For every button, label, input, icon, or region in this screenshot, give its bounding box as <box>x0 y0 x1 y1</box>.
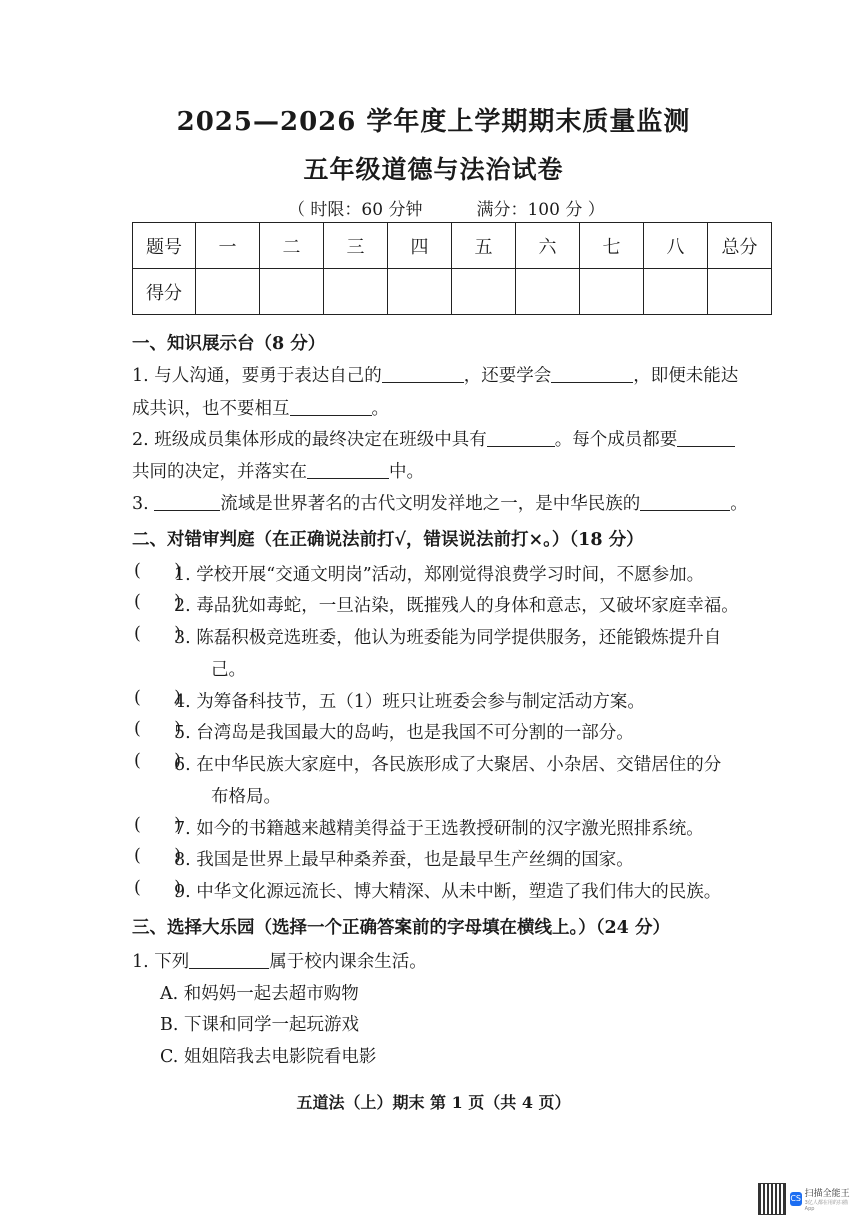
watermark-sub: 3亿人都在用的扫描App <box>804 1200 848 1212</box>
answer-parentheses[interactable]: ( ) <box>134 846 182 866</box>
answer-blank[interactable] <box>382 366 464 383</box>
score-input-cell[interactable] <box>516 269 580 315</box>
answer-parentheses[interactable]: ( ) <box>134 561 182 581</box>
s3-question-1 <box>132 948 427 973</box>
score-table-cell: 总分 <box>708 223 772 269</box>
answer-blank[interactable] <box>677 430 735 447</box>
score-table-cell: 题号 <box>133 223 196 269</box>
answer-blank[interactable] <box>551 366 633 383</box>
judge-item: 7. 如今的书籍越来越精美得益于王选教授研制的汉字激光照排系统。 <box>174 819 704 839</box>
score-input-cell[interactable] <box>708 269 772 315</box>
judge-item: 8. 我国是世界上最早种桑养蚕，也是最早生产丝绸的国家。 <box>174 850 634 870</box>
q-text: ，还要学会 <box>463 366 552 386</box>
q-text: 中。 <box>389 462 424 482</box>
score-table-score-row <box>133 269 772 315</box>
score-input-cell[interactable] <box>260 269 324 315</box>
judge-item: 1. 学校开展“交通文明岗”活动，郑刚觉得浪费学习时间，不愿参加。 <box>174 565 705 585</box>
section3-heading: 三、选择大乐园（选择一个正确答案前的字母填在横线上。）（24 分） <box>132 918 670 938</box>
q-text: 。每个成员都要 <box>554 430 678 450</box>
q-text: 1. 下列 <box>132 952 190 972</box>
score-table-cell: 四 <box>388 223 452 269</box>
q-text: ，即便未能达 <box>633 366 739 386</box>
score-input-cell[interactable] <box>388 269 452 315</box>
s1-question-1-cont <box>132 395 389 420</box>
answer-parentheses[interactable]: ( ) <box>134 592 182 612</box>
section1-heading: 一、知识展示台（8 分） <box>132 334 326 354</box>
score-row-label: 得分 <box>133 269 196 315</box>
judge-item: 5. 台湾岛是我国最大的岛屿，也是我国不可分割的一部分。 <box>174 723 634 743</box>
watermark-name: 扫描全能王 <box>804 1189 850 1199</box>
q-text: 属于校内课余生活。 <box>269 952 427 972</box>
answer-parentheses[interactable]: ( ) <box>134 624 182 644</box>
s1-question-1 <box>132 362 738 387</box>
score-input-cell[interactable] <box>580 269 644 315</box>
page-footer: 五道法（上）期末 第 1 页（共 4 页） <box>296 1093 571 1112</box>
q-text: 2. 班级成员集体形成的最终决定在班级中具有 <box>132 430 487 450</box>
score-table-header-row <box>133 223 772 269</box>
score-table-cell: 七 <box>580 223 644 269</box>
score-table-cell: 一 <box>196 223 260 269</box>
judge-item: 9. 中华文化源远流长、博大精深、从未中断，塑造了我们伟大的民族。 <box>174 882 722 902</box>
qr-code-icon <box>758 1183 786 1215</box>
score-table-cell: 六 <box>516 223 580 269</box>
judge-item-continuation: 己。 <box>211 660 246 680</box>
score-input-cell[interactable] <box>196 269 260 315</box>
answer-blank[interactable] <box>640 494 730 511</box>
judge-item: 2. 毒品犹如毒蛇，一旦沾染，既摧残人的身体和意志，又破坏家庭幸福。 <box>174 596 739 616</box>
exam-title: 2025—2026 学年度上学期期末质量监测 <box>176 107 691 137</box>
q-text: 共同的决定，并落实在 <box>132 462 307 482</box>
q-text: 3. <box>132 494 155 514</box>
exam-subtitle: 五年级道德与法治试卷 <box>303 155 564 184</box>
option-b: B. 下课和同学一起玩游戏 <box>160 1015 359 1035</box>
judge-item: 3. 陈磊积极竞选班委，他认为班委能为同学提供服务，还能锻炼提升自 <box>174 628 722 648</box>
answer-blank[interactable] <box>290 399 372 416</box>
answer-parentheses[interactable]: ( ) <box>134 815 182 835</box>
answer-blank[interactable] <box>154 494 220 511</box>
watermark-text <box>805 1186 850 1212</box>
answer-parentheses[interactable]: ( ) <box>134 751 182 771</box>
section2-heading: 二、对错审判庭（在正确说法前打√，错误说法前打×。）（18 分） <box>132 530 644 550</box>
score-input-cell[interactable] <box>644 269 708 315</box>
q-text: 成共识，也不要相互 <box>132 399 290 419</box>
answer-blank[interactable] <box>487 430 555 447</box>
s1-question-2-cont <box>132 458 424 483</box>
answer-blank[interactable] <box>307 462 389 479</box>
option-c: C. 姐姐陪我去电影院看电影 <box>160 1047 377 1067</box>
q-text: 1. 与人沟通，要勇于表达自己的 <box>132 366 382 386</box>
s1-question-2 <box>132 426 735 451</box>
score-table <box>132 222 772 315</box>
score-table-cell: 五 <box>452 223 516 269</box>
q-text: 流域是世界著名的古代文明发祥地之一，是中华民族的 <box>220 494 641 514</box>
answer-parentheses[interactable]: ( ) <box>134 878 182 898</box>
s1-question-3 <box>132 490 748 515</box>
time-and-score-limits: （ 时限：60 分钟 满分：100 分 ） <box>288 200 605 220</box>
answer-parentheses[interactable]: ( ) <box>134 688 182 708</box>
q-text: 。 <box>730 494 748 514</box>
judge-item: 4. 为筹备科技节，五（1）班只让班委会参与制定活动方案。 <box>174 692 645 712</box>
score-table-cell: 二 <box>260 223 324 269</box>
score-input-cell[interactable] <box>452 269 516 315</box>
score-input-cell[interactable] <box>324 269 388 315</box>
answer-blank[interactable] <box>189 952 269 969</box>
scanner-watermark <box>758 1180 850 1218</box>
score-table-cell: 三 <box>324 223 388 269</box>
judge-item-continuation: 布格局。 <box>211 787 281 807</box>
q-text: 。 <box>371 399 389 419</box>
option-a: A. 和妈妈一起去超市购物 <box>160 984 359 1004</box>
judge-item: 6. 在中华民族大家庭中，各民族形成了大聚居、小杂居、交错居住的分 <box>174 755 722 775</box>
score-table-cell: 八 <box>644 223 708 269</box>
answer-parentheses[interactable]: ( ) <box>134 719 182 739</box>
scanner-logo-icon: CS <box>790 1192 802 1206</box>
